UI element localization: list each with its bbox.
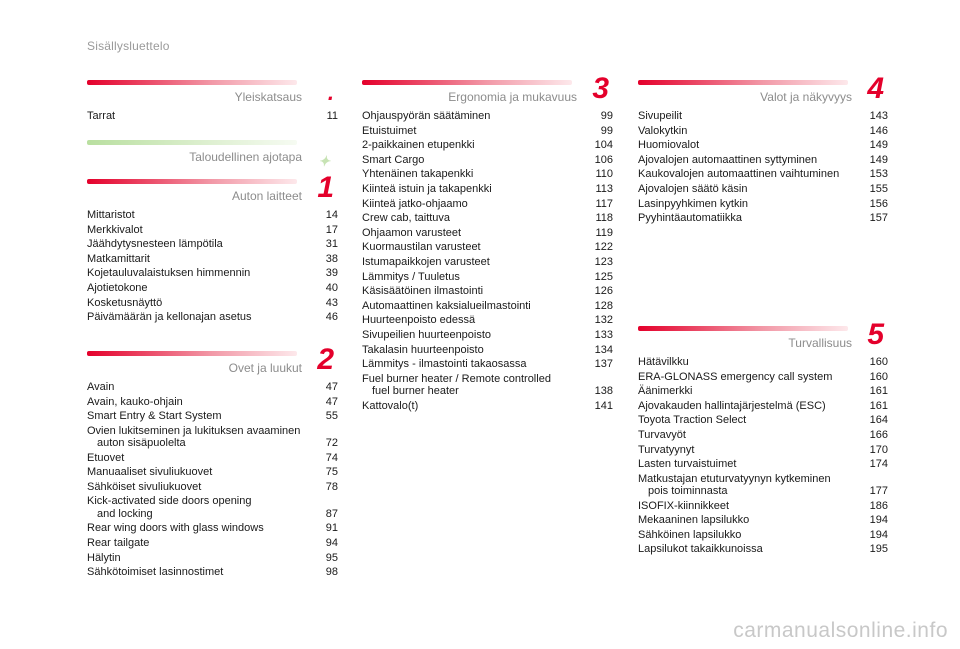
toc-entry-page: 160 (869, 356, 888, 368)
toc-entry[interactable] (362, 212, 613, 224)
toc-entry[interactable] (87, 267, 338, 279)
toc-entry-title-line: Sivupeilit (638, 110, 683, 122)
toc-entry[interactable] (638, 414, 888, 426)
section-title: Ovet ja luukut (228, 361, 302, 375)
toc-entry[interactable] (638, 444, 888, 456)
toc-entry[interactable] (638, 212, 888, 224)
toc-entry-page: 31 (325, 238, 338, 251)
toc-entry-title-line: Ohjauspyörän säätäminen (362, 110, 491, 122)
toc-entry-page: 195 (869, 543, 888, 556)
toc-entry-title (87, 110, 316, 122)
toc-entry[interactable] (638, 125, 888, 137)
entry-list (638, 110, 888, 224)
toc-entry-title-line: Turvatyynyt (638, 443, 695, 456)
toc-entry-title (87, 209, 316, 221)
toc-entry-title (638, 514, 866, 526)
toc-entry-page: 99 (600, 110, 613, 122)
toc-entry-title-line: Hälytin (87, 551, 121, 564)
section-number: 3 (592, 72, 609, 105)
toc-entry-title (362, 271, 591, 283)
toc-entry-page: 47 (325, 381, 338, 393)
toc-entry[interactable] (87, 452, 338, 464)
toc-entry-title-line: and locking (97, 507, 153, 520)
toc-entry-title (87, 224, 316, 236)
toc-entry-page: 11 (326, 110, 338, 122)
toc-entry-title-line: Smart Cargo (362, 153, 425, 166)
toc-entry[interactable] (362, 139, 613, 151)
section-number: 5 (867, 318, 884, 351)
toc-entry-page: 99 (600, 124, 613, 137)
toc-entry-title-line: Hätävilkku (638, 356, 689, 368)
section-bar (87, 351, 297, 356)
section-yleiskatsaus (87, 80, 338, 125)
toc-entry-title-line: Avain, kauko-ohjain (87, 395, 183, 408)
toc-entry-title (362, 212, 591, 224)
toc-entry-title-line: Lasten turvaistuimet (638, 458, 737, 471)
toc-entry[interactable] (87, 238, 338, 250)
toc-entry-title-line: Käsisäätöinen ilmastointi (362, 285, 484, 298)
toc-entry[interactable] (362, 314, 613, 326)
section-title: Auton laitteet (231, 189, 302, 203)
toc-entry-title (638, 444, 866, 456)
toc-entry-page: 119 (595, 226, 613, 239)
toc-entry[interactable] (362, 358, 613, 370)
toc-entry[interactable] (638, 473, 888, 498)
toc-entry-title (638, 400, 866, 412)
toc-entry-title-line: Lämmitys / Tuuletus (362, 270, 460, 283)
toc-entry-title-line: Kosketusnäyttö (87, 296, 163, 309)
toc-entry-title (362, 344, 591, 356)
toc-entry-page: 113 (595, 182, 613, 195)
toc-entry[interactable] (638, 385, 888, 397)
section-header (87, 343, 338, 376)
toc-entry[interactable] (87, 209, 338, 221)
toc-entry-page: 146 (869, 124, 888, 137)
toc-entry-page: 137 (594, 358, 613, 371)
toc-entry-page: 160 (869, 370, 888, 383)
toc-entry-title (87, 267, 316, 279)
toc-entry-title (638, 183, 866, 195)
toc-entry-title-line: Ovien lukitseminen ja lukituksen avaaminen (87, 424, 301, 437)
toc-entry-title-line: Mekaaninen lapsilukko (638, 514, 750, 527)
toc-entry-page: 72 (325, 437, 338, 450)
toc-entry-title-line: pois toiminnasta (648, 485, 728, 498)
toc-entry-title (87, 410, 316, 422)
toc-entry-title (362, 373, 591, 398)
toc-entry-title-line: Kaukovalojen automaattinen vaihtuminen (638, 168, 840, 181)
toc-entry[interactable] (87, 566, 338, 578)
toc-entry[interactable] (638, 543, 888, 555)
toc-entry-page: 14 (325, 209, 338, 221)
toc-entry-title (638, 385, 866, 397)
toc-entry-page: 117 (595, 197, 613, 210)
section-header (638, 72, 888, 105)
toc-entry-title (638, 371, 866, 383)
toc-entry-title (638, 473, 866, 498)
leaf-icon: ✦ (318, 153, 330, 169)
section-number: 1 (317, 171, 334, 204)
toc-entry-title-line: Äänimerkki (638, 385, 693, 398)
toc-entry-title-line: Ajovalojen säätö käsin (638, 182, 748, 195)
toc-entry[interactable] (87, 522, 338, 534)
toc-entry-title (362, 198, 591, 210)
toc-entry[interactable] (87, 410, 338, 422)
section-bar (87, 140, 297, 145)
toc-entry-title (638, 429, 866, 441)
toc-entry-page: 122 (594, 241, 613, 254)
toc-entry[interactable] (87, 381, 338, 393)
toc-entry-page: 118 (595, 212, 613, 225)
toc-entry-title-line: Valokytkin (638, 124, 688, 137)
toc-entry-title-line: Toyota Traction Select (638, 414, 747, 427)
section-bar (638, 326, 848, 331)
section-header (362, 72, 613, 105)
toc-entry[interactable] (87, 481, 338, 493)
toc-entry-title (87, 466, 316, 478)
toc-entry[interactable] (638, 154, 888, 166)
toc-entry-title-line: 2-paikkainen etupenkki (362, 139, 475, 152)
toc-entry[interactable] (638, 458, 888, 470)
toc-entry-title-line: Lapsilukot takaikkunoissa (638, 543, 763, 556)
toc-entry-page: 75 (325, 466, 338, 479)
section-header (87, 80, 338, 104)
toc-entry-page: 106 (594, 153, 613, 166)
toc-entry-page: 128 (594, 299, 613, 312)
toc-entry-title (87, 537, 316, 549)
section-bar (362, 80, 572, 85)
toc-entry-page: 161 (869, 385, 888, 398)
toc-entry-title (87, 311, 316, 323)
toc-entry-page: 78 (325, 480, 338, 493)
toc-entry-title-line: Kick-activated side doors opening (87, 495, 252, 508)
toc-entry-title (362, 300, 591, 312)
toc-entry[interactable] (362, 256, 613, 268)
toc-entry[interactable] (362, 168, 613, 180)
section-bar (87, 179, 297, 184)
toc-entry[interactable] (362, 198, 613, 210)
entry-list (87, 381, 338, 578)
toc-entry-title (638, 110, 866, 122)
toc-entry-page: 40 (325, 281, 338, 294)
toc-entry-title (87, 381, 316, 393)
toc-entry-title-line: Lämmitys - ilmastointi takaosassa (362, 358, 527, 371)
section-number: 2 (317, 343, 334, 376)
toc-entry-page: 91 (325, 522, 338, 535)
toc-entry-title (638, 356, 866, 368)
toc-entry-page: 104 (594, 139, 613, 152)
toc-entry[interactable] (87, 537, 338, 549)
toc-entry-title (362, 154, 591, 166)
toc-entry-title-line: Ajovalojen automaattinen syttyminen (638, 153, 818, 166)
toc-entry-title-line: Jäähdytysnesteen lämpötila (87, 238, 223, 251)
toc-entry-title-line: auton sisäpuolelta (97, 437, 186, 450)
toc-entry-page: 43 (325, 296, 338, 309)
toc-entry[interactable] (87, 466, 338, 478)
toc-entry[interactable] (638, 514, 888, 526)
section-bar (87, 80, 297, 85)
toc-entry-title (87, 253, 316, 265)
toc-entry-title-line: Avain (87, 381, 115, 393)
toc-entry-title-line: Manuaaliset sivuliukuovet (87, 466, 213, 479)
section-header (87, 140, 338, 169)
toc-entry-title-line: ISOFIX-kiinnikkeet (638, 499, 730, 512)
toc-entry[interactable] (362, 400, 613, 412)
toc-entry-title-line: Yhtenäinen takapenkki (362, 168, 474, 181)
section-title: Valot ja näkyvyys (760, 90, 852, 104)
toc-entry-title-line: Ajovakauden hallintajärjestelmä (ESC) (638, 399, 826, 412)
toc-entry-title-line: Päivämäärän ja kellonajan asetus (87, 311, 252, 324)
toc-entry-title-line: Merkkivalot (87, 223, 143, 236)
toc-entry-page: 133 (594, 328, 613, 341)
toc-entry-title-line: Sivupeilien huurteenpoisto (362, 328, 492, 341)
entry-list (638, 356, 888, 556)
toc-entry[interactable] (87, 282, 338, 294)
section-bar (638, 80, 848, 85)
toc-entry-page: 170 (869, 443, 888, 456)
section-auton-laitteet (87, 171, 338, 326)
toc-entry-page: 110 (595, 168, 613, 181)
toc-entry-page: 164 (869, 414, 888, 427)
toc-entry-page: 166 (869, 428, 888, 441)
toc-entry[interactable] (362, 285, 613, 297)
entry-list (87, 209, 338, 323)
toc-entry-title (87, 566, 316, 578)
toc-entry-title-line: Kojetauluvalaistuksen himmennin (87, 267, 251, 280)
toc-entry[interactable] (362, 373, 613, 398)
toc-entry-title-line: Huomiovalot (638, 139, 700, 152)
toc-entry-title-line: Matkamittarit (87, 252, 150, 265)
toc-entry-title-line: Tarrat (87, 110, 116, 122)
toc-entry-title-line: Takalasin huurteenpoisto (362, 343, 484, 356)
toc-entry[interactable] (638, 356, 888, 368)
toc-entry-title (362, 168, 591, 180)
toc-entry-title (638, 414, 866, 426)
section-number: . (327, 80, 334, 105)
toc-entry-page: 155 (869, 182, 888, 195)
section-title: Ergonomia ja mukavuus (448, 90, 577, 104)
toc-entry-title-line: Sähköinen lapsilukko (638, 528, 742, 541)
toc-entry-title-line: Crew cab, taittuva (362, 212, 451, 225)
toc-entry-page: 174 (869, 458, 888, 471)
toc-entry[interactable] (362, 110, 613, 122)
toc-entry[interactable] (87, 110, 338, 122)
toc-entry-title (638, 500, 866, 512)
toc-entry-page: 123 (594, 255, 613, 268)
toc-entry-title (362, 314, 591, 326)
toc-entry-page: 132 (594, 314, 613, 327)
toc-entry-title-line: Mittaristot (87, 209, 135, 221)
toc-entry-page: 153 (869, 168, 888, 181)
toc-entry-page: 134 (594, 343, 613, 356)
toc-entry[interactable] (638, 168, 888, 180)
section-header (87, 171, 338, 204)
toc-entry-title-line: Automaattinen kaksialueilmastointi (362, 299, 531, 312)
entry-list (87, 110, 338, 122)
toc-entry-title-line: Sähkötoimiset lasinnostimet (87, 566, 224, 579)
toc-entry-page: 74 (325, 451, 338, 464)
toc-entry-title (87, 452, 316, 464)
toc-entry-title (362, 125, 591, 137)
toc-entry-title (87, 522, 316, 534)
section-valot (638, 72, 888, 227)
toc-entry-title (362, 241, 591, 253)
toc-entry-title (638, 212, 866, 224)
toc-entry[interactable] (362, 271, 613, 283)
toc-entry-title (362, 227, 591, 239)
toc-entry-page: 138 (594, 384, 613, 397)
toc-entry[interactable] (87, 552, 338, 564)
toc-entry[interactable] (638, 429, 888, 441)
toc-entry[interactable] (638, 139, 888, 151)
toc-entry-page: 17 (325, 223, 338, 236)
page-title: Sisällysluettelo (87, 39, 170, 53)
section-title: Taloudellinen ajotapa (189, 150, 302, 164)
section-taloudellinen (87, 140, 338, 169)
toc-entry[interactable] (362, 227, 613, 239)
section-header (638, 318, 888, 351)
toc-entry-title (362, 285, 591, 297)
toc-entry-title (638, 168, 866, 180)
toc-entry[interactable] (87, 297, 338, 309)
toc-entry[interactable] (362, 329, 613, 341)
toc-entry-page: 157 (869, 212, 888, 225)
toc-entry-title-line: Matkustajan etuturvatyynyn kytkeminen (638, 472, 831, 485)
toc-entry-page: 156 (869, 197, 888, 210)
toc-entry-page: 149 (869, 153, 888, 166)
toc-entry[interactable] (87, 396, 338, 408)
section-turvallisuus (638, 318, 888, 558)
toc-entry[interactable] (87, 425, 338, 450)
toc-entry-page: 94 (325, 536, 338, 549)
toc-entry-title (362, 183, 591, 195)
toc-entry-title-line: Kiinteä jatko-ohjaamo (362, 197, 468, 210)
toc-entry[interactable] (87, 311, 338, 323)
toc-entry-title-line: ERA-GLONASS emergency call system (638, 370, 833, 383)
toc-entry[interactable] (638, 500, 888, 512)
toc-entry-page: 126 (594, 285, 613, 298)
toc-entry-title-line: Ohjaamon varusteet (362, 226, 462, 239)
toc-entry-title (87, 481, 316, 493)
toc-entry-page: 177 (869, 485, 888, 498)
toc-entry-title (87, 552, 316, 564)
toc-entry-title-line: Etuovet (87, 451, 125, 464)
toc-entry-title-line: Sähköiset sivuliukuovet (87, 480, 202, 493)
section-title: Yleiskatsaus (234, 90, 302, 104)
toc-entry-title-line: Ajotietokone (87, 281, 148, 294)
toc-entry-title-line: Turvavyöt (638, 428, 686, 441)
toc-entry-title-line: Kiinteä istuin ja takapenkki (362, 182, 492, 195)
toc-entry-title (87, 238, 316, 250)
toc-entry-page: 143 (869, 110, 888, 122)
toc-entry[interactable] (638, 529, 888, 541)
toc-entry-title (362, 358, 591, 370)
toc-entry-title-line: Smart Entry & Start System (87, 410, 222, 423)
toc-entry-title-line: Kattovalo(t) (362, 399, 419, 412)
toc-entry-title-line: Fuel burner heater / Remote controlled (362, 372, 551, 385)
toc-entry-title (638, 139, 866, 151)
toc-entry-page: 87 (325, 507, 338, 520)
toc-entry-title (638, 529, 866, 541)
toc-entry-title (638, 154, 866, 166)
section-title: Turvallisuus (788, 336, 852, 350)
toc-entry[interactable] (638, 183, 888, 195)
toc-entry-title (87, 282, 316, 294)
section-number: 4 (867, 72, 884, 105)
toc-entry[interactable] (638, 198, 888, 210)
section-ergonomia (362, 72, 613, 414)
toc-entry-title-line: Rear wing doors with glass windows (87, 522, 264, 535)
toc-entry-title (638, 125, 866, 137)
toc-entry-title (87, 425, 316, 450)
toc-entry[interactable] (87, 224, 338, 236)
toc-entry[interactable] (87, 495, 338, 520)
toc-entry-page: 46 (325, 311, 338, 324)
toc-entry-page: 161 (869, 399, 888, 412)
toc-entry-page: 194 (869, 528, 888, 541)
toc-entry-title (362, 329, 591, 341)
toc-entry-page: 38 (325, 252, 338, 265)
toc-entry[interactable] (362, 183, 613, 195)
toc-entry-title-line: Kuormaustilan varusteet (362, 241, 481, 254)
toc-entry[interactable] (362, 125, 613, 137)
toc-entry-title-line: Etuistuimet (362, 124, 417, 137)
toc-entry-page: 39 (325, 267, 338, 280)
toc-entry-page: 47 (325, 395, 338, 408)
toc-entry-title (362, 256, 591, 268)
toc-entry-page: 55 (325, 410, 338, 423)
toc-entry-title (638, 458, 866, 470)
toc-entry[interactable] (87, 253, 338, 265)
toc-entry-title (362, 400, 591, 412)
toc-entry[interactable] (362, 241, 613, 253)
toc-entry-title-line: Huurteenpoisto edessä (362, 314, 476, 327)
toc-entry-page: 98 (325, 566, 338, 579)
toc-entry-page: 149 (869, 139, 888, 152)
toc-entry[interactable] (638, 110, 888, 122)
toc-entry-title (362, 139, 591, 151)
toc-entry-title-line: Rear tailgate (87, 536, 150, 549)
section-ovet-ja-luukut (87, 343, 338, 581)
toc-entry[interactable] (638, 371, 888, 383)
toc-entry-title (638, 543, 866, 555)
toc-entry[interactable] (362, 154, 613, 166)
toc-entry[interactable] (362, 300, 613, 312)
toc-entry-title-line: Istumapaikkojen varusteet (362, 255, 490, 268)
toc-entry-page: 186 (869, 499, 888, 512)
toc-entry-page: 125 (594, 270, 613, 283)
toc-entry[interactable] (638, 400, 888, 412)
watermark: carmanualsonline.info (733, 619, 948, 642)
toc-entry[interactable] (362, 344, 613, 356)
toc-entry-page: 141 (594, 399, 613, 412)
toc-entry-title-line: Pyyhintäautomatiikka (638, 212, 742, 225)
toc-entry-title-line: Lasinpyyhkimen kytkin (638, 197, 749, 210)
entry-list (362, 110, 613, 412)
toc-entry-page: 194 (869, 514, 888, 527)
toc-entry-title-line: fuel burner heater (372, 384, 459, 397)
toc-entry-title (87, 396, 316, 408)
toc-entry-title (87, 495, 316, 520)
toc-entry-title (362, 110, 591, 122)
toc-entry-page: 95 (325, 551, 338, 564)
toc-entry-title (638, 198, 866, 210)
toc-entry-title (87, 297, 316, 309)
